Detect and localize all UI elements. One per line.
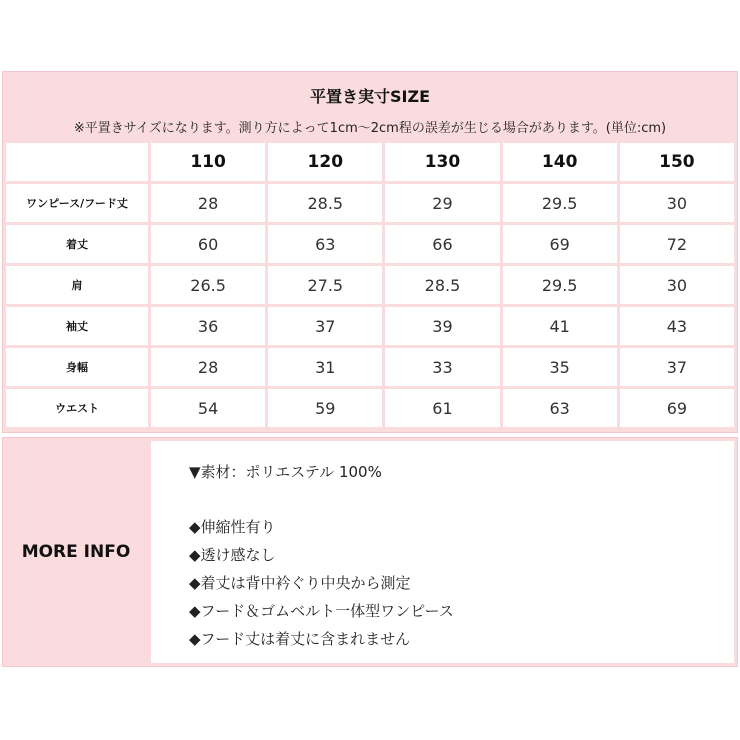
more-info-label: MORE INFO (21, 542, 131, 562)
measurement-label: 袖丈 (6, 307, 148, 345)
size-table (3, 140, 737, 430)
size-column-header: 140 (503, 143, 617, 181)
measurement-cell: 36 (151, 307, 265, 345)
measurement-cell: 69 (620, 389, 734, 427)
size-chart-title: 平置き実寸SIZE (309, 87, 430, 106)
size-column-header: 150 (620, 143, 734, 181)
measurement-cell: 69 (503, 225, 617, 263)
measurement-label: 身幅 (6, 348, 148, 386)
table-row (6, 184, 734, 222)
measurement-cell: 66 (385, 225, 499, 263)
measurement-cell: 37 (268, 307, 382, 345)
measurement-cell: 26.5 (151, 266, 265, 304)
table-row (6, 348, 734, 386)
size-column-header: 120 (268, 143, 382, 181)
table-row (6, 225, 734, 263)
measurement-cell: 29.5 (503, 184, 617, 222)
measurement-cell: 41 (503, 307, 617, 345)
measurement-cell: 60 (151, 225, 265, 263)
size-chart-panel (2, 71, 738, 433)
table-row (6, 266, 734, 304)
measurement-cell: 59 (268, 389, 382, 427)
feature-item: ◆フード＆ゴムベルト一体型ワンピース (189, 602, 454, 620)
measurement-cell: 28.5 (268, 184, 382, 222)
measurement-cell: 29 (385, 184, 499, 222)
feature-item: ◆着丈は背中衿ぐり中央から測定 (189, 574, 411, 592)
measurement-cell: 39 (385, 307, 499, 345)
size-header-row (6, 143, 734, 181)
more-info-content (151, 441, 734, 663)
measurement-cell: 43 (620, 307, 734, 345)
size-chart-note: ※平置きサイズになります。測り方によって1cm～2cm程の誤差が生じる場合があります。(単位:cm) (73, 121, 667, 136)
measurement-cell: 28 (151, 348, 265, 386)
size-column-header: 110 (151, 143, 265, 181)
table-row (6, 307, 734, 345)
measurement-label: ワンピース/フード丈 (6, 184, 148, 222)
measurement-cell: 29.5 (503, 266, 617, 304)
measurement-cell: 37 (620, 348, 734, 386)
measurement-cell: 63 (503, 389, 617, 427)
table-row (6, 389, 734, 427)
measurement-cell: 30 (620, 266, 734, 304)
measurement-cell: 30 (620, 184, 734, 222)
measurement-cell: 54 (151, 389, 265, 427)
measurement-cell: 72 (620, 225, 734, 263)
more-info-panel (2, 437, 738, 667)
material-line: ▼素材：ポリエステル 100% (189, 463, 382, 481)
feature-item: ◆フード丈は着丈に含まれません (189, 630, 411, 648)
measurement-cell: 28 (151, 184, 265, 222)
measurement-label: 着丈 (6, 225, 148, 263)
measurement-cell: 31 (268, 348, 382, 386)
measurement-cell: 27.5 (268, 266, 382, 304)
measurement-label: 肩 (6, 266, 148, 304)
corner-cell (6, 143, 148, 181)
measurement-label: ウエスト (6, 389, 148, 427)
size-column-header: 130 (385, 143, 499, 181)
measurement-cell: 61 (385, 389, 499, 427)
measurement-cell: 35 (503, 348, 617, 386)
measurement-cell: 28.5 (385, 266, 499, 304)
measurement-cell: 63 (268, 225, 382, 263)
feature-item: ◆伸縮性有り (189, 518, 276, 536)
measurement-cell: 33 (385, 348, 499, 386)
feature-item: ◆透け感なし (189, 546, 276, 564)
